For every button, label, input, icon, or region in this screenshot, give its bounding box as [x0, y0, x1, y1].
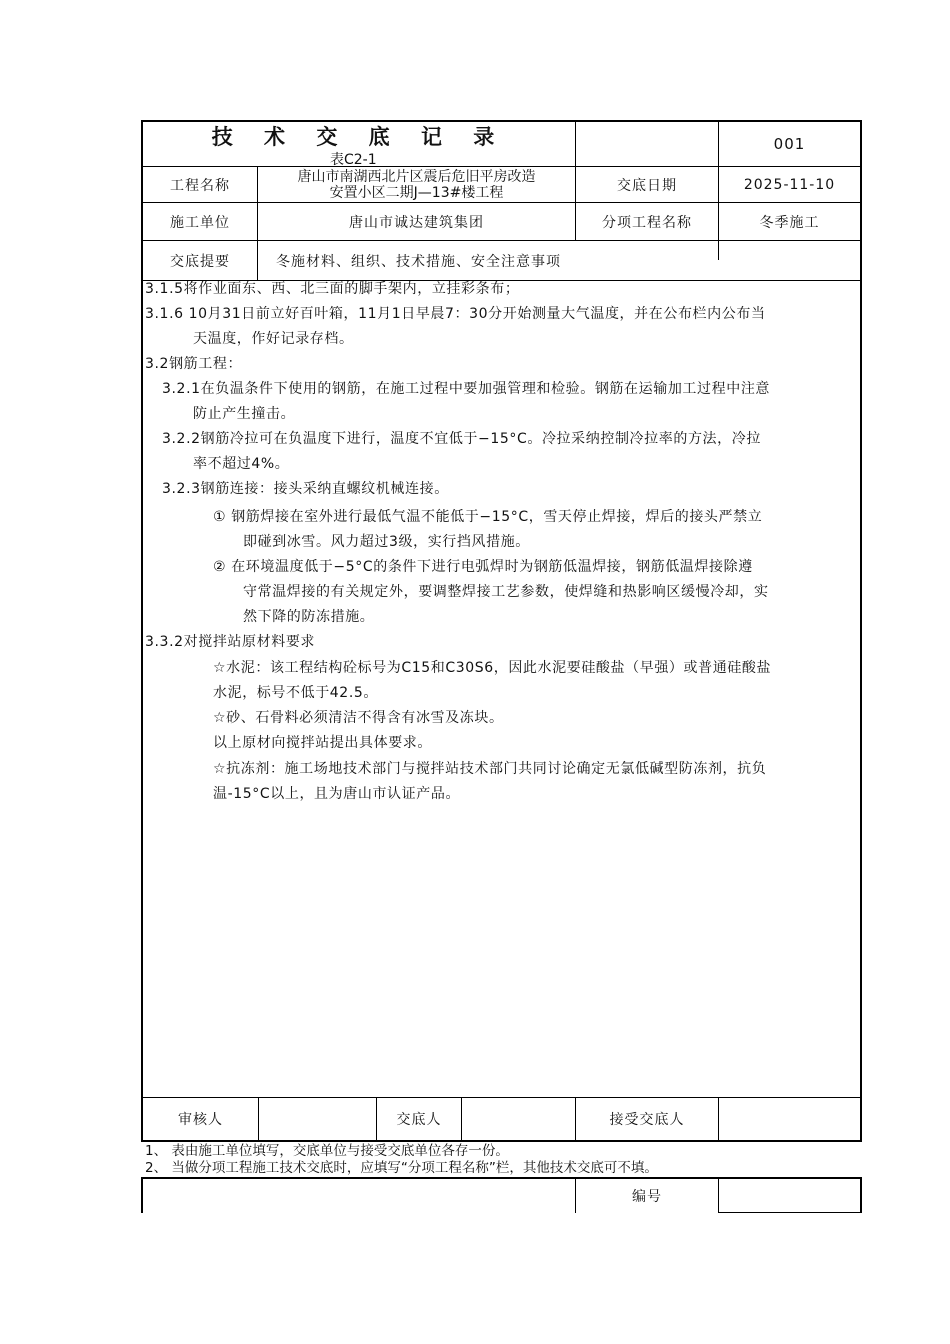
body-line: 率不超过4%。 — [193, 456, 290, 472]
reviewer-label: 审核人 — [178, 1112, 223, 1128]
summary-label: 交底提要 — [170, 253, 230, 270]
date-value: 2025-11-10 — [743, 176, 836, 193]
form-title: 技 术 交 底 记 录 — [211, 125, 507, 149]
body-line: 天温度，作好记录存档。 — [193, 331, 354, 347]
body-line: 3.1.6 10月31日前立好百叶箱，11月1日早晨7：30分开始测量大气温度，并在公布栏内公布当 — [145, 306, 766, 322]
form-code: 表C2-1 — [330, 152, 377, 168]
body-line: 3.2.2钢筋冷拉可在负温度下进行，温度不宜低于−15°C。冷拉采纳控制冷拉率的方法，冷拉 — [162, 431, 761, 447]
summary-value: 冬施材料、组织、技术措施、安全注意事项 — [276, 253, 561, 270]
body-line: ☆水泥：该工程结构砼标号为C15和C30S6，因此水泥要硅酸盐（早强）或普通硅酸盐 — [213, 660, 772, 676]
body-line: ☆砂、石骨料必须清洁不得含有冰雪及冻块。 — [213, 710, 504, 726]
grid-line — [718, 1178, 719, 1213]
body-line: ① 钢筋焊接在室外进行最低气温不能低于−15°C，雪天停止焊接，焊后的接头严禁立 — [213, 509, 763, 525]
discloser-label: 交底人 — [396, 1112, 442, 1128]
subproject-value: 冬季施工 — [759, 214, 820, 231]
number-label: 编号 — [632, 1188, 662, 1205]
body-line: 3.2.3钢筋连接：接头采纳直螺纹机械连接。 — [162, 481, 449, 497]
body-line: 以上原材向搅拌站提出具体要求。 — [213, 735, 432, 751]
body-line: 3.1.5将作业面东、西、北三面的脚手架内，立挂彩条布； — [145, 281, 520, 297]
project-name-value — [258, 167, 575, 202]
project-name-line1: 唐山市南湖西北片区震后危旧平房改造 — [297, 168, 536, 185]
grid-line — [575, 122, 576, 166]
project-name-label: 工程名称 — [170, 177, 230, 194]
body-line: ② 在环境温度低于−5°C的条件下进行电弧焊时为钢筋低温焊接，钢筋低温焊接除遵 — [213, 559, 753, 575]
body-line: 然下降的防冻措施。 — [243, 609, 375, 625]
date-label: 交底日期 — [617, 177, 677, 194]
note-2: 2、 当做分项工程施工技术交底时，应填写“分项工程名称”栏，其他技术交底可不填。 — [145, 1160, 658, 1176]
body-line: 即碰到冰雪。风力超过3级，实行挡风措施。 — [243, 534, 530, 550]
body-line: 守常温焊接的有关规定外，要调整焊接工艺参数，使焊缝和热影响区缓慢冷却，实 — [243, 584, 769, 600]
body-line: 3.2钢筋工程： — [145, 356, 243, 372]
subproject-label: 分项工程名称 — [602, 214, 692, 231]
body-line: 温-15°C以上，且为唐山市认证产品。 — [213, 786, 461, 802]
grid-line — [718, 1212, 861, 1213]
contractor-label: 施工单位 — [170, 214, 230, 231]
body-line: 3.2.1在负温条件下使用的钢筋，在施工过程中要加强管理和检验。钢筋在运输加工过程中注意 — [162, 381, 771, 397]
doc-number: 001 — [773, 135, 806, 153]
note-1: 1、 表由施工单位填写，交底单位与接受交底单位各存一份。 — [145, 1143, 509, 1159]
contractor-value: 唐山市诚达建筑集团 — [349, 214, 484, 231]
body-line: ☆抗冻剂：施工场地技术部门与搅拌站技术部门共同讨论确定无氯低碱型防冻剂，抗负 — [213, 761, 767, 777]
next-page-frame — [141, 1177, 862, 1213]
project-name-line2: 安置小区二期J—13#楼工程 — [329, 184, 504, 201]
body-line: 防止产生撞击。 — [193, 406, 296, 422]
body-line: 水泥，标号不低于42.5。 — [213, 685, 378, 701]
receiver-label: 接受交底人 — [609, 1112, 685, 1128]
body-line: 3.3.2对搅拌站原材料要求 — [145, 634, 316, 650]
receiver-field[interactable] — [719, 1098, 860, 1140]
reviewer-field[interactable] — [259, 1098, 376, 1140]
discloser-field[interactable] — [462, 1098, 575, 1140]
